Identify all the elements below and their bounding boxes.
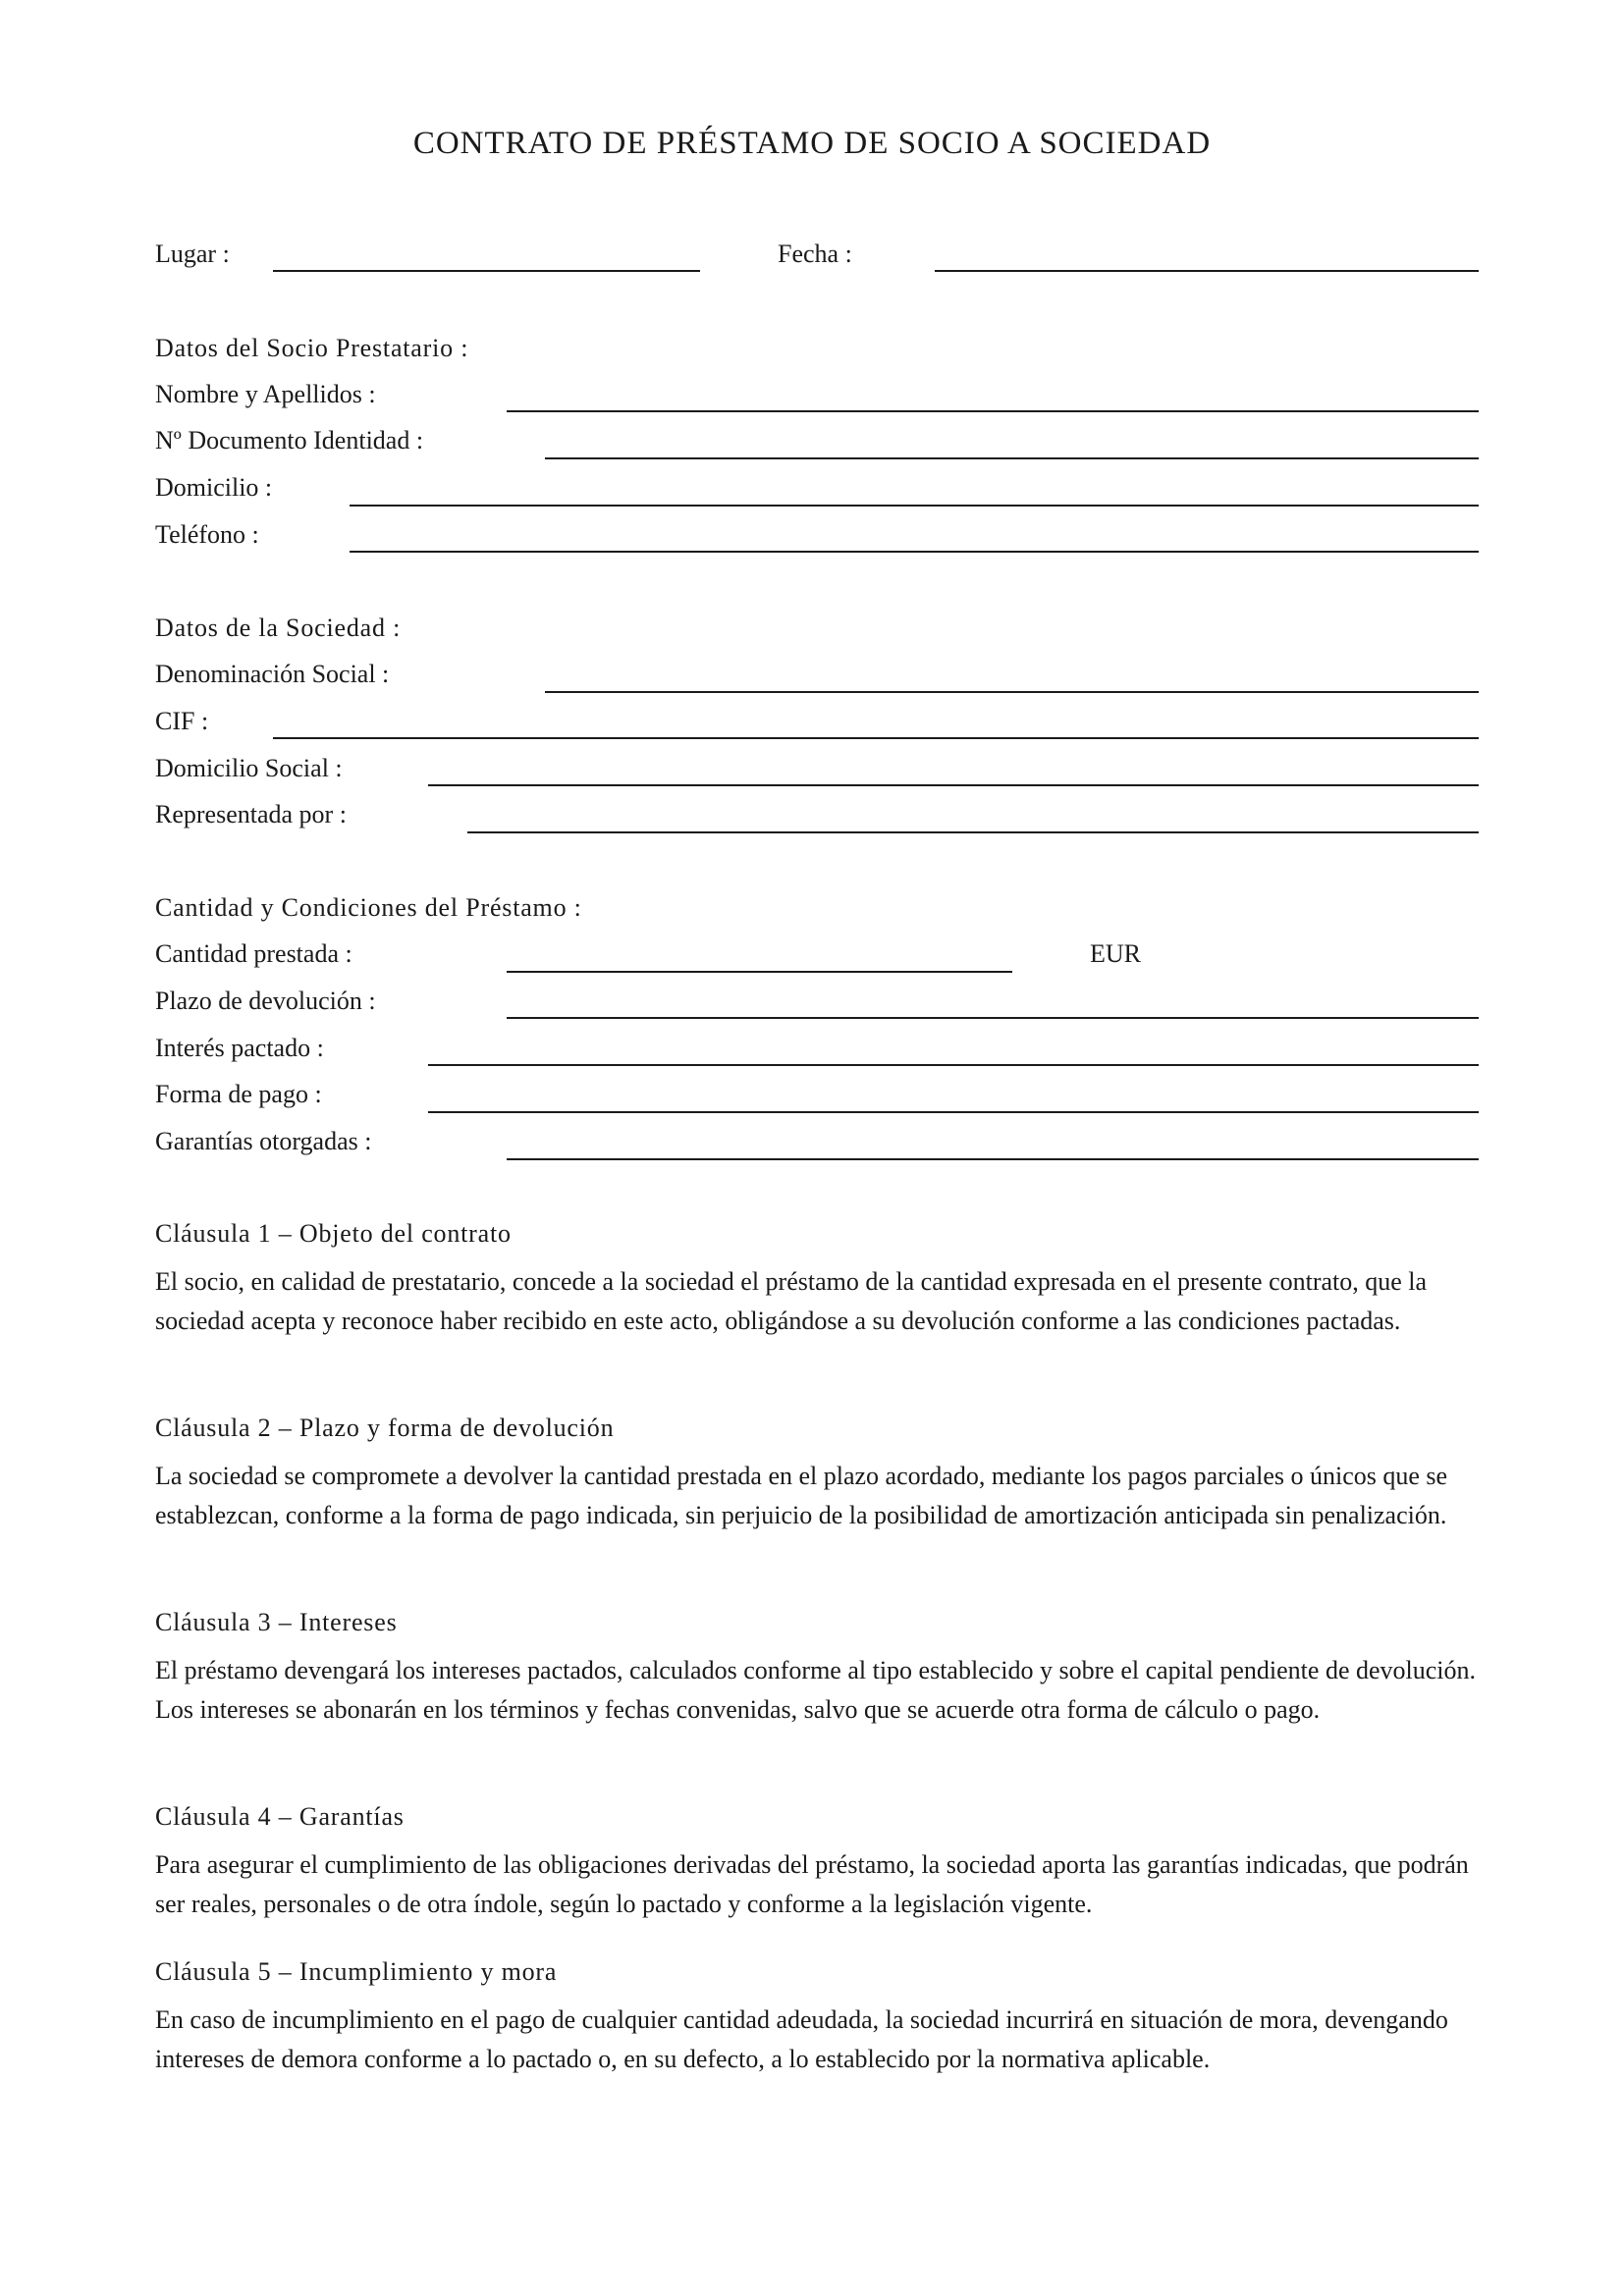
clausula-5-text: En caso de incumplimiento en el pago de cualquier cantidad adeudada, la sociedad incurrirá en situación de mora, devengando intereses de demora conforme a lo pactado o, en su defecto, a lo establecido por la normativa aplicable.	[155, 2005, 1448, 2073]
denominacion-label: Denominación Social :	[155, 660, 390, 688]
plazo-field[interactable]	[507, 1017, 1479, 1019]
lugar-label: Lugar :	[155, 240, 230, 268]
domicilio-field[interactable]	[350, 505, 1479, 507]
telefono-label: Teléfono :	[155, 520, 259, 549]
clausula-3-title: Cláusula 3 – Intereses	[155, 1608, 398, 1636]
sociedad-heading: Datos de la Sociedad :	[155, 614, 402, 642]
clausula-4-title: Cláusula 4 – Garantías	[155, 1802, 405, 1831]
forma-pago-label: Forma de pago :	[155, 1080, 322, 1108]
garantias-label: Garantías otorgadas :	[155, 1127, 372, 1155]
document-title: CONTRATO DE PRÉSTAMO DE SOCIO A SOCIEDAD	[412, 126, 1212, 161]
socio-heading: Datos del Socio Prestatario :	[155, 334, 469, 362]
nombre-label: Nombre y Apellidos :	[155, 380, 376, 408]
representada-label: Representada por :	[155, 800, 347, 828]
lugar-field[interactable]	[273, 270, 700, 272]
representada-field[interactable]	[467, 831, 1479, 833]
documento-label: Nº Documento Identidad :	[155, 426, 424, 454]
clausula-1-title: Cláusula 1 – Objeto del contrato	[155, 1219, 512, 1248]
telefono-field[interactable]	[350, 551, 1479, 553]
nombre-field[interactable]	[507, 410, 1479, 412]
fecha-label: Fecha :	[778, 240, 852, 268]
plazo-label: Plazo de devolución :	[155, 987, 376, 1015]
cantidad-field[interactable]	[507, 971, 1012, 973]
cif-label: CIF :	[155, 707, 209, 735]
interes-label: Interés pactado :	[155, 1034, 324, 1062]
documento-field[interactable]	[545, 457, 1479, 459]
currency-label: EUR	[1090, 939, 1141, 968]
forma-pago-field[interactable]	[428, 1111, 1479, 1113]
cif-field[interactable]	[273, 737, 1479, 739]
domicilio-label: Domicilio :	[155, 473, 273, 502]
domicilio-social-label: Domicilio Social :	[155, 754, 343, 782]
clausula-1-text: El socio, en calidad de prestatario, concede a la sociedad el préstamo de la cantidad expresada en el presente contrato, que la sociedad acepta y reconoce haber recibido en este acto, obligándose a su devolución conforme a las condiciones pactadas.	[155, 1267, 1428, 1335]
interes-field[interactable]	[428, 1064, 1479, 1066]
clausula-3-text: El préstamo devengará los intereses pactados, calculados conforme al tipo establecido y sobre el capital pendiente de devolución. Los intereses se abonarán en los términos y fechas convenidas, salvo que se acuerde otra forma de cálculo o pago.	[155, 1656, 1477, 1724]
cantidad-label: Cantidad prestada :	[155, 939, 352, 968]
clausula-5-title: Cláusula 5 – Incumplimiento y mora	[155, 1957, 558, 1986]
prestamo-heading: Cantidad y Condiciones del Préstamo :	[155, 893, 582, 922]
garantias-field[interactable]	[507, 1158, 1479, 1160]
denominacion-field[interactable]	[545, 691, 1479, 693]
clausula-2-text: La sociedad se compromete a devolver la cantidad prestada en el plazo acordado, mediante los pagos parciales o únicos que se establezcan, conforme a la forma de pago indicada, sin perjuicio de la posibilidad de amortización anticipada sin penalización.	[155, 1462, 1448, 1529]
clausula-4-text: Para asegurar el cumplimiento de las obligaciones derivadas del préstamo, la sociedad aporta las garantías indicadas, que podrán ser reales, personales o de otra índole, según lo pactado y conforme a la legislación vigente.	[155, 1850, 1469, 1918]
fecha-field[interactable]	[935, 270, 1479, 272]
domicilio-social-field[interactable]	[428, 784, 1479, 786]
clausula-2-title: Cláusula 2 – Plazo y forma de devolución	[155, 1414, 615, 1442]
